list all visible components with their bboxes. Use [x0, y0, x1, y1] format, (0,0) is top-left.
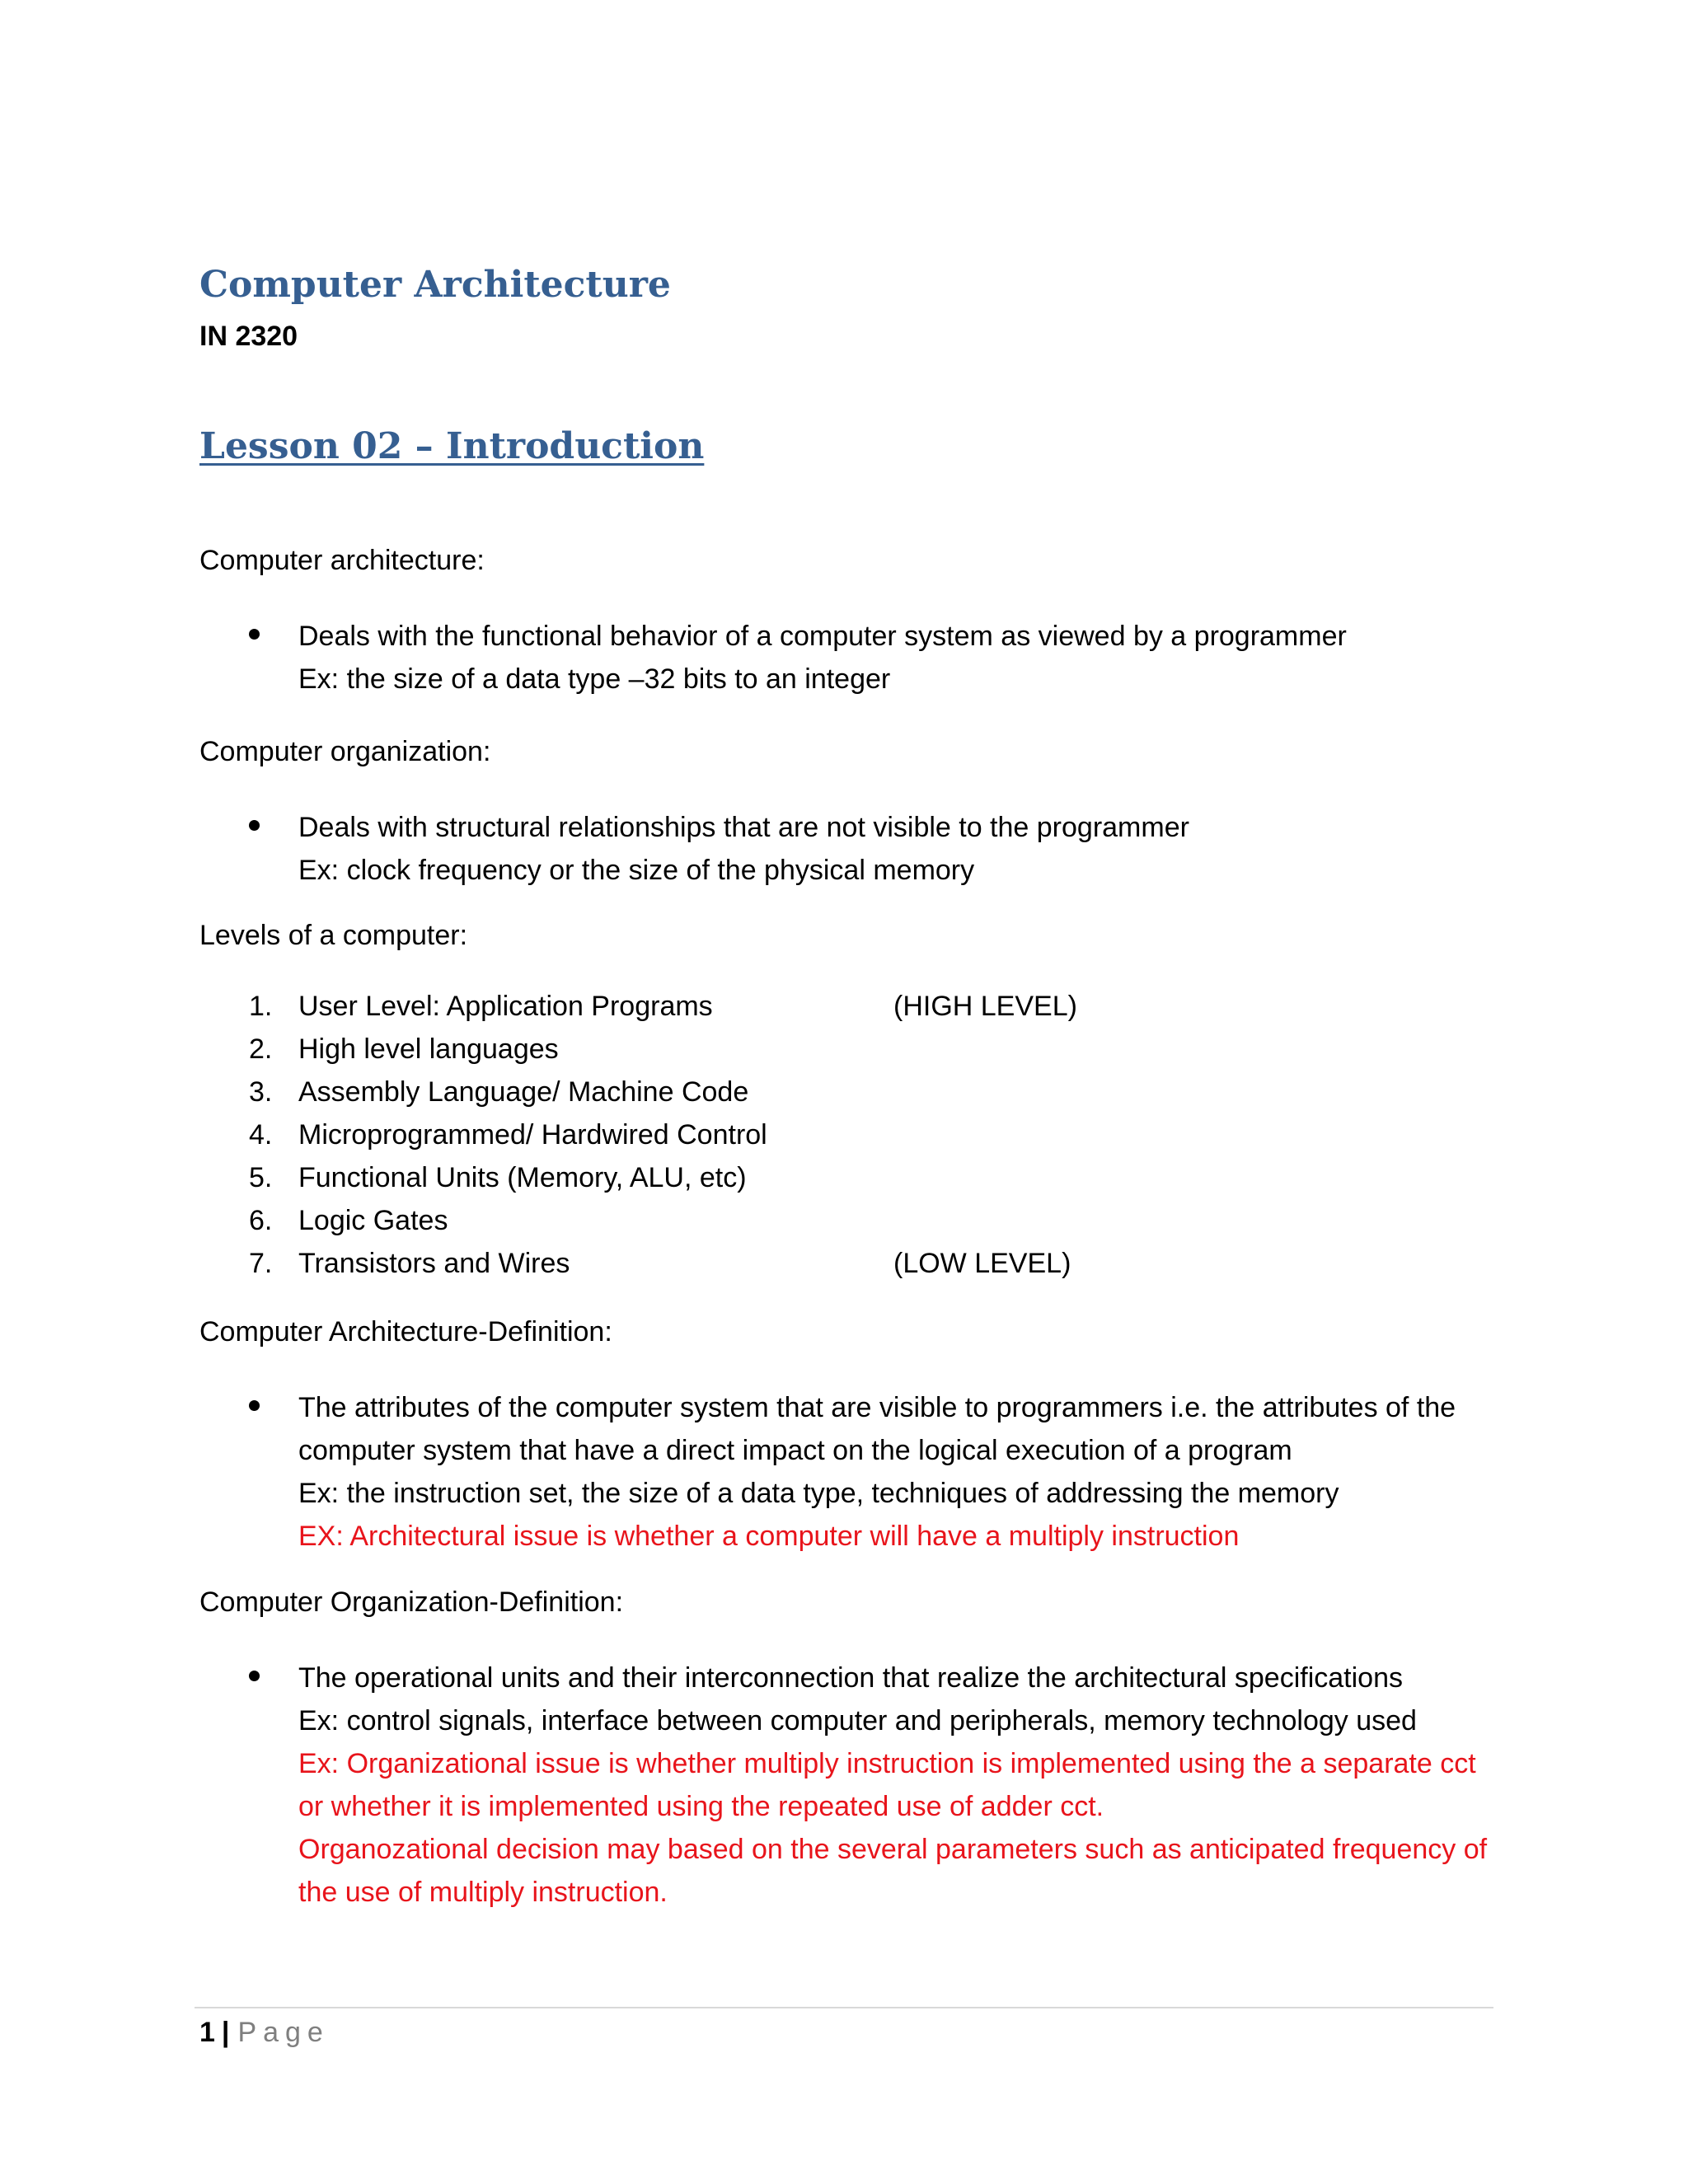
bullet-icon [249, 1400, 260, 1411]
course-code: IN 2320 [199, 321, 298, 352]
list-item [199, 1156, 1518, 1199]
section-heading-organization: Computer organization: [199, 736, 491, 767]
section-heading-levels: Levels of a computer: [199, 920, 468, 951]
section-heading-org-definition: Computer Organization-Definition: [199, 1586, 624, 1618]
list-item-label: Transistors and Wires [298, 1248, 570, 1279]
list-item-number: 7. [249, 1248, 273, 1279]
highlighted-example: Ex: Organizational issue is whether multiply instruction is implemented using the a separate cct [298, 1748, 1476, 1779]
lesson-title: Lesson 02 – Introduction [199, 425, 705, 467]
page-label: Page [237, 2017, 330, 2048]
bullet-line: Ex: the instruction set, the size of a data type, techniques of addressing the memory [298, 1478, 1339, 1509]
list-item-number: 5. [249, 1162, 273, 1193]
footer-separator: | [221, 2017, 230, 2048]
level-tag-high: (HIGH LEVEL) [893, 991, 1077, 1022]
bullet-icon [249, 629, 260, 640]
list-item [199, 985, 1518, 1028]
bullet-line: Ex: control signals, interface between computer and peripherals, memory technology used [298, 1705, 1417, 1736]
list-item-number: 2. [249, 1033, 273, 1065]
page-number: 1 [199, 2017, 215, 2048]
bullet-line: Deals with structural relationships that are not visible to the programmer [298, 812, 1189, 843]
page-footer [199, 2014, 330, 2050]
bullet-line: computer system that have a direct impact on the logical execution of a program [298, 1435, 1292, 1466]
levels-list [199, 985, 1518, 1285]
list-item-label: Functional Units (Memory, ALU, etc) [298, 1162, 747, 1193]
bullet-line: Ex: clock frequency or the size of the physical memory [298, 855, 975, 886]
section-heading-arch-definition: Computer Architecture-Definition: [199, 1316, 612, 1347]
level-tag-low: (LOW LEVEL) [893, 1248, 1071, 1279]
footer-divider [195, 2007, 1493, 2008]
list-item-number: 4. [249, 1119, 273, 1151]
list-item [199, 1071, 1518, 1113]
list-item [199, 1028, 1518, 1071]
document-title: Computer Architecture [199, 264, 671, 306]
bullet-icon [249, 820, 260, 831]
highlighted-example: EX: Architectural issue is whether a computer will have a multiply instruction [298, 1521, 1240, 1552]
list-item-number: 3. [249, 1076, 273, 1108]
bullet-line: Ex: the size of a data type –32 bits to an integer [298, 663, 891, 695]
bullet-line: Deals with the functional behavior of a computer system as viewed by a programmer [298, 621, 1347, 652]
list-item-label: Microprogrammed/ Hardwired Control [298, 1119, 767, 1151]
highlighted-example: or whether it is implemented using the repeated use of adder cct. [298, 1791, 1104, 1822]
list-item-label: Logic Gates [298, 1205, 448, 1236]
list-item-number: 1. [249, 991, 273, 1022]
bullet-line: The operational units and their interconnection that realize the architectural specifications [298, 1662, 1403, 1694]
bullet-line: The attributes of the computer system that are visible to programmers i.e. the attributes of the [298, 1392, 1456, 1423]
list-item [199, 1113, 1518, 1156]
list-item-label: High level languages [298, 1033, 559, 1065]
section-heading-architecture: Computer architecture: [199, 545, 485, 576]
list-item [199, 1199, 1518, 1242]
highlighted-example: the use of multiply instruction. [298, 1877, 668, 1908]
list-item-label: User Level: Application Programs [298, 991, 713, 1022]
list-item-number: 6. [249, 1205, 273, 1236]
list-item [199, 1242, 1518, 1285]
highlighted-example: Organozational decision may based on the several parameters such as anticipated frequency of [298, 1834, 1488, 1865]
list-item-label: Assembly Language/ Machine Code [298, 1076, 749, 1108]
bullet-icon [249, 1671, 260, 1681]
